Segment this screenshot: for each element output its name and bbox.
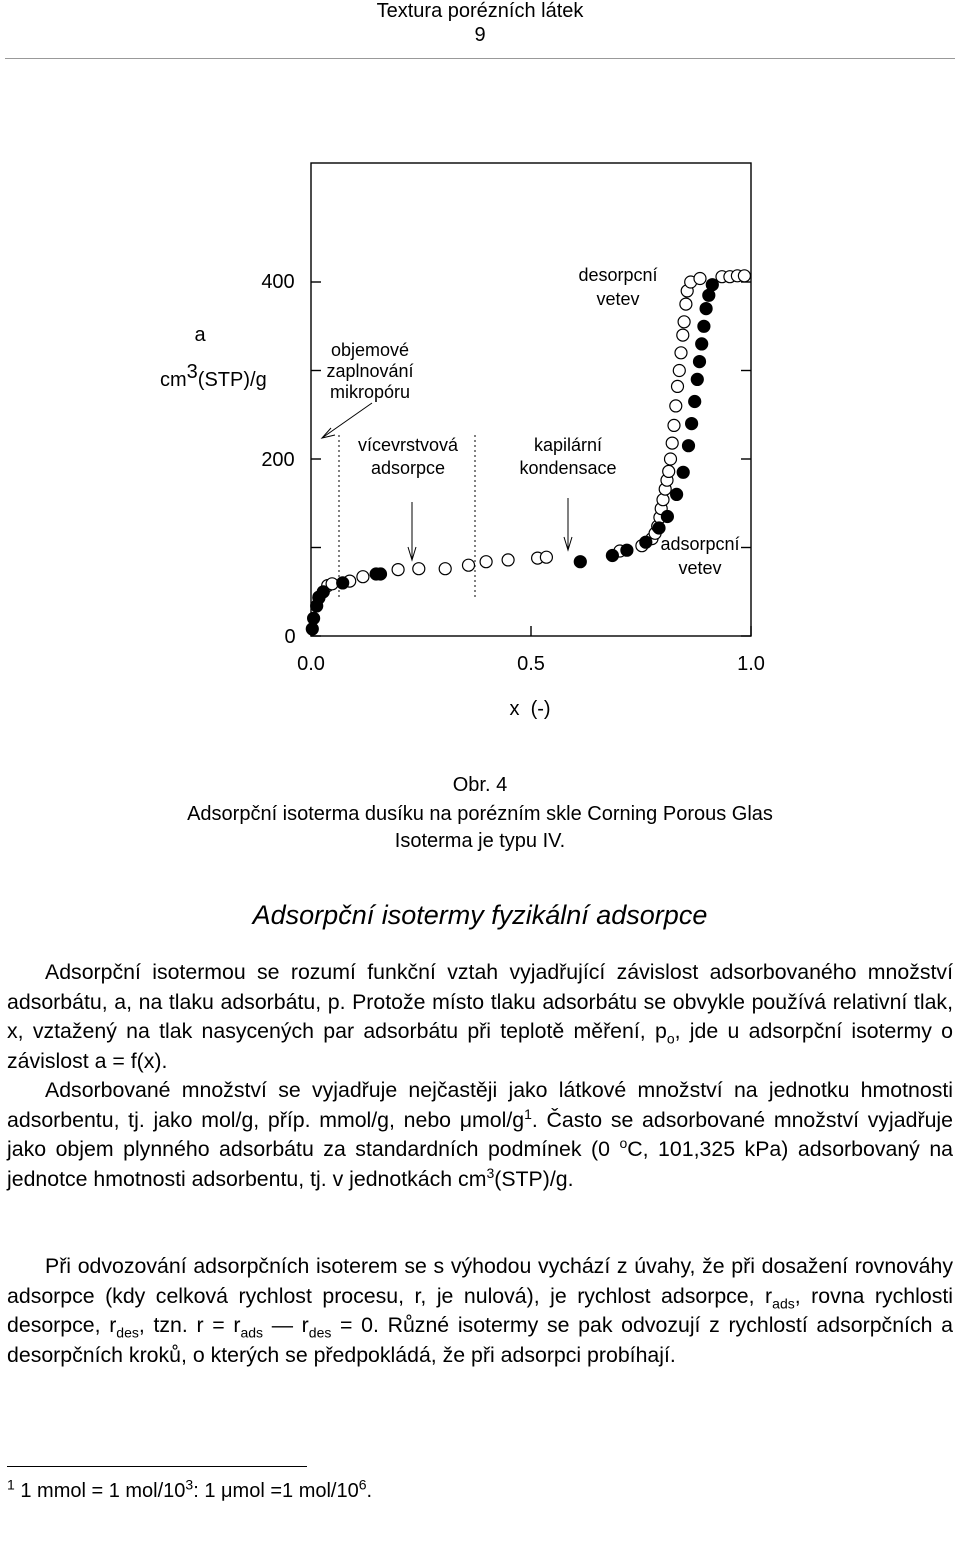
adsorption-point <box>574 556 586 568</box>
paragraph-text: . Často se adsorbované množství vyjadřuje jako objem plynného adsorbátu za standardních podmínek (0 <box>7 1107 953 1161</box>
annotation-line: kapilární <box>533 435 603 455</box>
adsorption-point <box>661 511 673 523</box>
annotation-line: vícevrstvová <box>357 435 459 455</box>
annotation-line: adsorpcní <box>660 534 740 554</box>
footnote-text: 1 mmol = 1 mol/10 <box>14 1480 186 1502</box>
adsorption-point <box>689 396 701 408</box>
desorption-point <box>540 551 552 563</box>
annotation-line: desorpcní <box>578 265 658 285</box>
superscript: 3 <box>486 1164 495 1181</box>
footnote-text: mol =1 mol/10 <box>232 1480 359 1502</box>
paragraph-text: Adsorpční isotermou se rozumí funkční vztah vyjadřující závislost adsorbovaného množství adsorbátu, a, na tlaku adsorbátu, p. Protože místo tlaku adsorbátu se obvykle používá relativní tlak, x, vztažený na tlak nasycených par adsorbátu při teplotě měření, p <box>7 960 953 1043</box>
annotation-multilayer <box>348 434 468 480</box>
adsorption-point <box>375 568 387 580</box>
annotation-capillary <box>508 434 628 480</box>
adsorption-point <box>706 279 718 291</box>
y-axis-label-line2 <box>160 361 300 392</box>
desorption-point <box>665 453 677 465</box>
paragraph-text: = 0. Různé isotermy se pak odvozují z rychlostí adsorpčních a desorpčních kroků, o kterých se předpokládá, že při adsorpci probíhají. <box>7 1313 953 1367</box>
x-tick-label-05: 0.5 <box>517 653 545 675</box>
figure-number: Obr. 4 <box>452 774 508 796</box>
desorption-point <box>413 563 425 575</box>
annotation-desorption-branch <box>563 263 673 311</box>
desorption-point <box>439 563 451 575</box>
desorption-point <box>672 380 684 392</box>
superscript: 6 <box>358 1476 367 1493</box>
adsorption-point <box>606 550 618 562</box>
x-axis-label: x (-) <box>509 698 551 720</box>
isotherm-chart <box>0 0 960 760</box>
footnote-mark: 1 <box>7 1476 15 1493</box>
subscript: des <box>116 1324 139 1341</box>
paragraph-2 <box>7 1076 953 1194</box>
mu-symbol: μ <box>221 1480 233 1502</box>
superscript: 3 <box>185 1476 194 1493</box>
subscript: ads <box>772 1294 795 1311</box>
annotation-line: kondensace <box>519 458 617 478</box>
desorption-point <box>670 400 682 412</box>
annotation-adsorption-branch <box>645 532 755 580</box>
footnote-rule <box>7 1466 307 1467</box>
desorption-point <box>677 329 689 341</box>
annotation-micropore-filling <box>312 340 428 403</box>
paragraph-text: , rovna rychlosti desorpce, r <box>7 1283 953 1337</box>
paragraph-text: — r <box>263 1313 309 1337</box>
footnote-text: : 1 <box>193 1480 222 1502</box>
figure-caption: Adsorpční isoterma dusíku na porézním skle Corning Porous Glas <box>187 803 773 825</box>
adsorption-point <box>677 466 689 478</box>
desorption-point <box>663 465 675 477</box>
y-tick-label-200: 200 <box>261 449 295 471</box>
desorption-point <box>357 571 369 583</box>
desorption-point <box>480 556 492 568</box>
annotation-line: mikropóru <box>329 382 411 402</box>
figure-caption-note: Isoterma je typu IV. <box>394 830 566 852</box>
desorption-point <box>738 270 750 282</box>
adsorption-point <box>671 488 683 500</box>
desorption-point <box>694 273 706 285</box>
running-header-title: Textura porézních látek <box>376 0 584 22</box>
arrow-micropore-line <box>322 403 372 438</box>
y-axis-label-unit: cm <box>160 369 187 391</box>
paragraph-text: Při odvozování adsorpčních isoterem se s výhodou vychází z úvahy, že při dosažení rovnováhy adsorpce (kdy celková rychlost procesu, r, je nulová), je rychlost adsorpce, r <box>7 1254 953 1308</box>
subscript: o <box>666 1030 675 1047</box>
adsorption-point <box>696 338 708 350</box>
adsorption-point <box>691 373 703 385</box>
paragraph-text: , jde u adsorpční isotermy o závislost a = f(x). <box>7 1019 954 1073</box>
paragraph-text: C, 101,325 kPa) adsorbovaný na jednotce hmotnosti adsorbentu, tj. v jednotkách cm <box>7 1137 954 1191</box>
desorption-point <box>678 316 690 328</box>
adsorption-point <box>698 320 710 332</box>
adsorption-point <box>683 440 695 452</box>
paragraph-1 <box>7 958 953 1076</box>
adsorption-point <box>694 356 706 368</box>
section-title: Adsorpční isotermy fyzikální adsorpce <box>252 900 708 930</box>
page-number: 9 <box>474 24 486 46</box>
adsorption-point <box>308 612 320 624</box>
adsorption-point <box>621 544 633 556</box>
x-tick-label-1: 1.0 <box>737 653 765 675</box>
paragraph-text: (STP)/g. <box>494 1166 574 1191</box>
annotation-line: objemové <box>330 340 410 360</box>
y-axis-label-sup: 3 <box>186 361 198 383</box>
desorption-point <box>680 298 692 310</box>
footnote-text: . <box>366 1480 373 1502</box>
y-axis-label-line1: a <box>194 324 206 346</box>
adsorption-point <box>317 586 329 598</box>
subscript: des <box>308 1324 332 1341</box>
mu-symbol: μ <box>459 1107 472 1132</box>
desorption-point <box>657 494 669 506</box>
footnote <box>7 1476 372 1506</box>
desorption-point <box>392 564 404 576</box>
paragraph-3 <box>7 1252 953 1370</box>
superscript: o <box>619 1134 628 1151</box>
subscript: ads <box>240 1324 264 1341</box>
x-tick-label-0: 0.0 <box>297 653 325 675</box>
desorption-point <box>502 554 514 566</box>
y-tick-label-0: 0 <box>284 626 296 648</box>
desorption-point <box>666 437 678 449</box>
desorption-point <box>463 559 475 571</box>
desorption-point <box>673 365 685 377</box>
footnote-ref: 1 <box>524 1105 532 1122</box>
y-axis-label-unit-rest: (STP)/g <box>197 369 267 391</box>
paragraph-text: Adsorbované množství se vyjadřuje nejčastěji jako látkové množství na jednotku hmotnosti adsorbentu, tj. jako mol/g, příp. mmol/g, nebo <box>7 1078 953 1132</box>
desorption-point <box>668 419 680 431</box>
paragraph-text: mol/g <box>472 1107 525 1132</box>
annotation-line: vetev <box>596 289 640 309</box>
annotation-line: vetev <box>678 558 722 578</box>
y-tick-label-400: 400 <box>261 271 295 293</box>
annotation-line: zaplnování <box>326 361 414 381</box>
annotation-line: adsorpce <box>370 458 446 478</box>
adsorption-point <box>337 577 349 589</box>
adsorption-point <box>700 303 712 315</box>
desorption-point <box>675 347 687 359</box>
paragraph-text: , tzn. r = r <box>138 1313 241 1337</box>
adsorption-point <box>686 418 698 430</box>
